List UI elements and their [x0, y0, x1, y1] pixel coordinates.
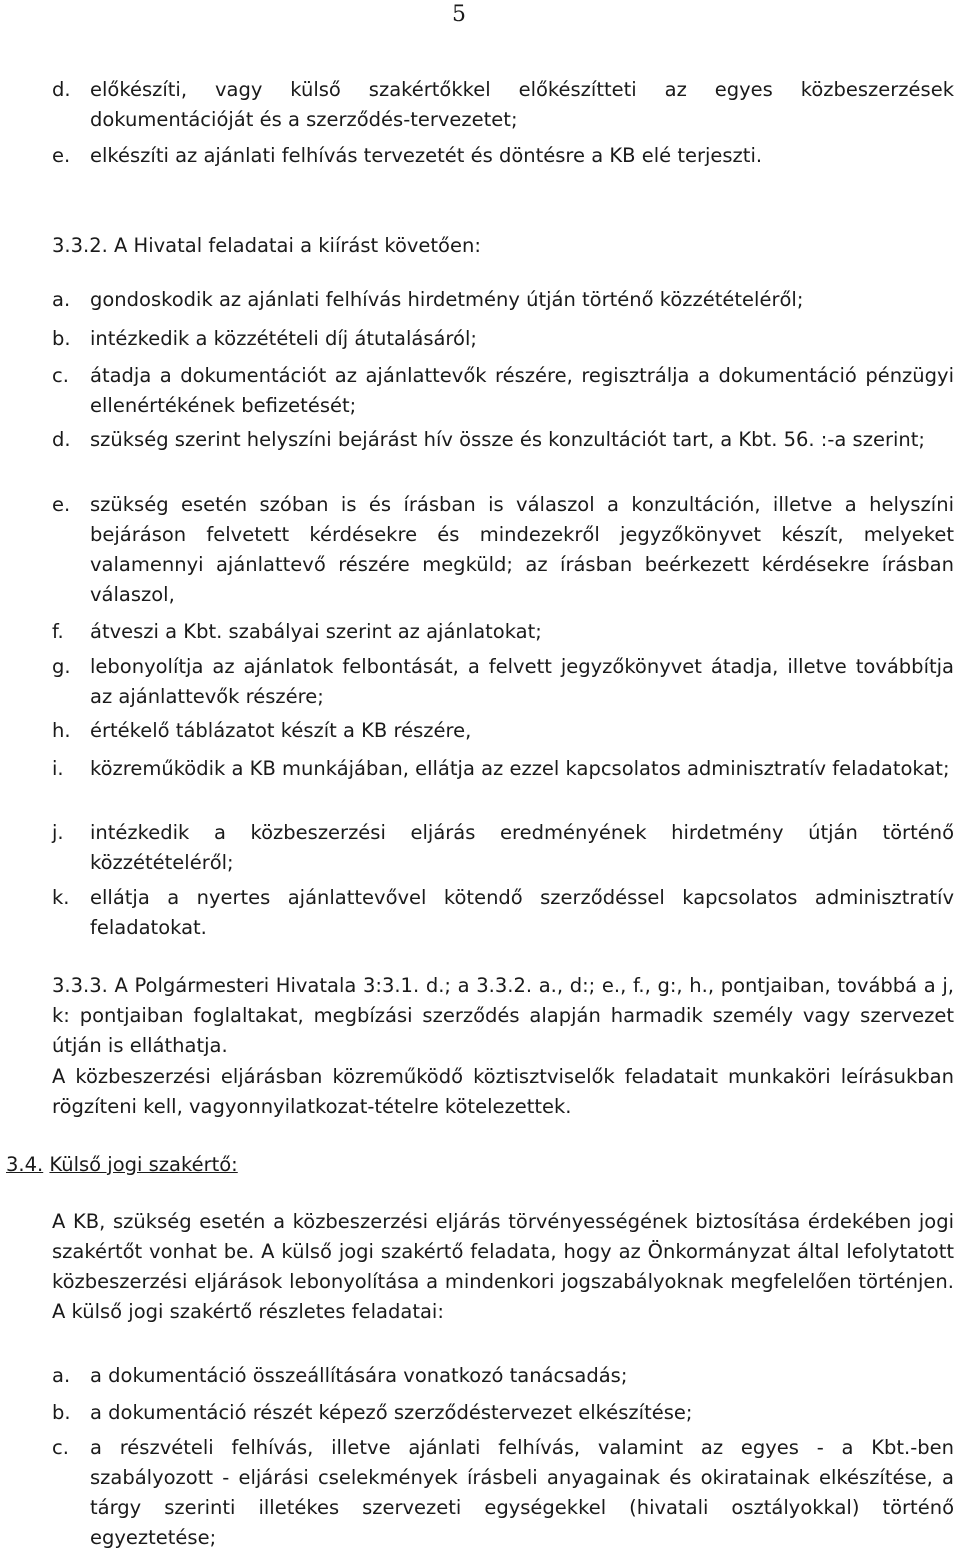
list-marker: f.: [52, 620, 64, 643]
list-text: szükség esetén szóban is és írásban is válaszol a konzultáción, illetve a helyszíni bejáráson felvetett kérdésekre és mindezekről jegyzőkönyvet készít, melyeket valamennyi ajánlattevő részére megküld; az írásban beérkezett kérdésekre írásban válaszol,: [90, 493, 954, 606]
list-text: gondoskodik az ajánlati felhívás hirdetmény útján történő közzétételéről;: [90, 288, 804, 311]
list-marker: i.: [52, 757, 64, 780]
list-text: a dokumentáció összeállítására vonatkozó tanácsadás;: [90, 1364, 628, 1387]
list-text: átadja a dokumentációt az ajánlattevők részére, regisztrálja a dokumentáció pénzügyi ellenértékének befizetését;: [90, 364, 954, 417]
list-marker: h.: [52, 719, 71, 742]
list-text: értékelő táblázatot készít a KB részére,: [90, 719, 472, 742]
list-item: [0, 141, 960, 171]
list-marker: d.: [52, 78, 71, 101]
list-marker: g.: [52, 655, 71, 678]
list-text: szükség szerint helyszíni bejárást hív össze és konzultációt tart, a Kbt. 56. :-a szerint;: [90, 428, 925, 451]
list-marker: d.: [52, 428, 71, 451]
list-marker: c.: [52, 1436, 69, 1459]
list-text: intézkedik a közbeszerzési eljárás eredményének hirdetmény útján történő közzétételéről;: [90, 821, 954, 874]
list-text: a dokumentáció részét képező szerződéstervezet elkészítése;: [90, 1401, 693, 1424]
section-heading-3-3-2: 3.3.2. A Hivatal feladatai a kiírást követően:: [52, 234, 481, 257]
section-title: Külső jogi szakértő:: [49, 1153, 238, 1176]
list-marker: c.: [52, 364, 69, 387]
list-marker: e.: [52, 144, 71, 167]
list-text: közreműködik a KB munkájában, ellátja az ezzel kapcsolatos adminisztratív feladatokat;: [90, 757, 950, 780]
list-text: intézkedik a közzétételi díj átutalásáról;: [90, 327, 477, 350]
list-marker: a.: [52, 1364, 71, 1387]
paragraph: A közbeszerzési eljárásban közreműködő köztisztviselők feladatait munkaköri leírásukban rögzíteni kell, vagyonnyilatkozat-tételre kötelezettek.: [52, 1065, 954, 1118]
list-marker: k.: [52, 886, 70, 909]
list-marker: b.: [52, 327, 71, 350]
list-marker: a.: [52, 288, 71, 311]
list-item: [0, 75, 960, 135]
list-marker: e.: [52, 493, 71, 516]
page-number: 5: [452, 2, 466, 27]
list-text: ellátja a nyertes ajánlattevővel kötendő szerződéssel kapcsolatos adminisztratív feladatokat.: [90, 886, 954, 939]
paragraph-intro: A KB, szükség esetén a közbeszerzési eljárás törvényességének biztosítása érdekében jogi szakértőt vonhat be. A külső jogi szakértő feladata, hogy az Önkormányzat által lefolytatott közbeszerzési eljárások lebonyolítása a mindenkori jogszabályoknak megfelelően történjen. A külső jogi szakértő részletes feladatai:: [52, 1210, 954, 1323]
section-heading-3-4: [6, 1150, 238, 1180]
list-marker: b.: [52, 1401, 71, 1424]
list-text: átveszi a Kbt. szabályai szerint az ajánlatokat;: [90, 620, 542, 643]
list-marker: j.: [52, 821, 64, 844]
section-number: 3.4.: [6, 1153, 44, 1176]
list-text: a részvételi felhívás, illetve ajánlati felhívás, valamint az egyes - a Kbt.-ben szabályozott - eljárási cselekmények írásbeli anyagainak és okiratainak elkészítése, a tárgy szerinti illetékes szervezeti egységekkel (hivatali osztályokkal) történő egyeztetése;: [90, 1436, 954, 1549]
list-text: lebonyolítja az ajánlatok felbontását, a felvett jegyzőkönyvet átadja, illetve továbbítja az ajánlattevők részére;: [90, 655, 954, 708]
list-text: elkészíti az ajánlati felhívás tervezetét és döntésre a KB elé terjeszti.: [90, 144, 763, 167]
paragraph-3-3-3: 3.3.3. A Polgármesteri Hivatala 3:3.1. d.; a 3.3.2. a., d:; e., f., g:, h., pontjaiban, továbbá a j, k: pontjaiban foglaltakat, megbízási szerződés alapján harmadik személy vagy szervezet útján is elláthatja.: [52, 974, 954, 1057]
list-text: előkészíti, vagy külső szakértőkkel előkészítteti az egyes közbeszerzések dokumentációját és a szerződés-tervezetet;: [90, 78, 954, 131]
